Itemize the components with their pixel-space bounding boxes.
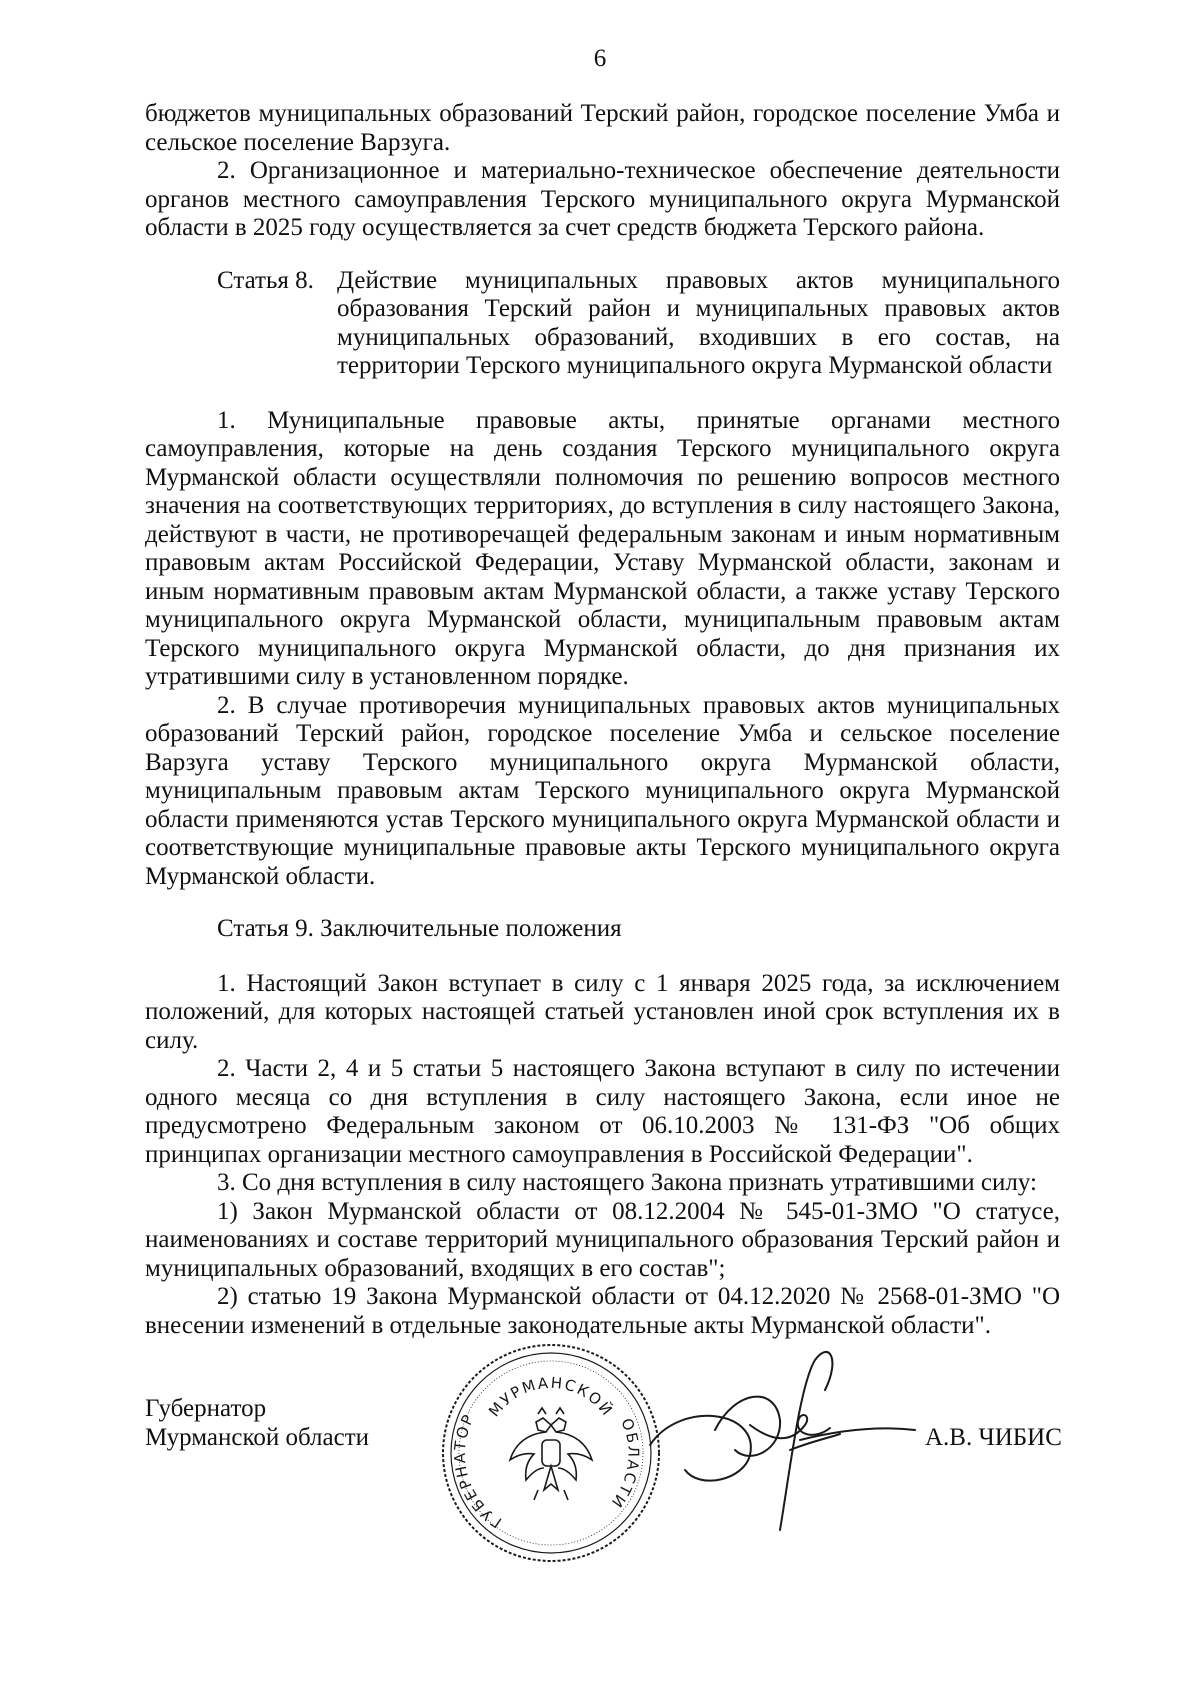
article-8-title: Действие муниципальных правовых актов муниципального образования Терский район и муниципальных правовых актов муниципальных образований, входивших в его состав, на территории Терского муниципального округа Мурманской области [337,266,1060,379]
official-seal-icon [438,1340,664,1566]
svg-text:МУРМАНСКОЙ [485,1374,618,1420]
article-8-label: Статья 8. [217,266,314,294]
seal-text-right: ОБЛАСТИ [606,1415,643,1513]
svg-text:ГУБЕРНАТОР [451,1410,505,1531]
svg-text:ОБЛАСТИ [607,1416,643,1512]
article-9-paragraph-3: 3. Со дня вступления в силу настоящего Закона признать утратившими силу: [217,1169,1037,1196]
article-9-paragraph-2: 2. Части 2, 4 и 5 статьи 5 настоящего Закона вступают в силу по истечении одного месяца со дня вступления в силу настоящего Закона, если иное не предусмотрено Федеральным законом от 06.10.2003 № 131-ФЗ "Об общих принципах организации местного самоуправления в Российской Федерации". [145,1055,1060,1168]
signature-block [0,1340,1200,1630]
article-9-subitem-1: 1) Закон Мурманской области от 08.12.2004 № 545-01-ЗМО "О статусе, наименованиях и составе территорий муниципального образования Терский район и муниципальных образований, входящих в его состав"; [145,1197,1060,1282]
article-8-paragraph-2: 2. В случае противоречия муниципальных правовых актов муниципальных образований Терский район, городское поселение Умба и сельское поселение Варзуга уставу Терского муниципального округа Мурманской области, муниципальным правовым актам Терского муниципального округа Мурманской области применяются устав Терского муниципального округа Мурманской области и соответствующие муниципальные правовые акты Терского муниципального округа Мурманской области. [145,691,1060,890]
handwritten-signature-icon [640,1330,920,1560]
article-8-heading [217,267,1060,381]
signer-position [145,1394,369,1452]
seal-text-left: ГУБЕРНАТОР [450,1410,506,1532]
signer-name: А.В. ЧИБИС [925,1424,1062,1451]
paragraph-continuation: бюджетов муниципальных образований Терский район, городское поселение Умба и сельское поселение Варзуга. [145,100,1060,156]
document-body [145,100,1060,1340]
signer-position-line2: Мурманской области [145,1424,370,1451]
article-9-heading: Статья 9. Заключительные положения [217,915,622,942]
article-8-paragraph-1: 1. Муниципальные правовые акты, принятые органами местного самоуправления, которые на день создания Терского муниципального округа Мурманской области осуществляли полномочия по решению вопросов местного значения на соответствующих территориях, до вступления в силу настоящего Закона, действуют в части, не противоречащей федеральным законам и иным нормативным правовым актам Российской Федерации, Уставу Мурманской области, законам и иным нормативным правовым актам Мурманской области, а также уставу Терского муниципального округа Мурманской области, муниципальным правовым актам Терского муниципального округа Мурманской области, до дня признания их утратившими силу в установленном порядке. [145,406,1060,690]
page-number: 6 [593,45,607,72]
paragraph-item-2: 2. Организационное и материально-техническое обеспечение деятельности органов местного самоуправления Терского муниципального округа Мурманской области в 2025 году осуществляется за счет средств бюджета Терского района. [145,157,1060,241]
signer-position-line1: Губернатор [145,1395,267,1422]
seal-text-top: МУРМАНСКОЙ [485,1373,617,1421]
article-9-subitem-2: 2) статью 19 Закона Мурманской области от 04.12.2020 № 2568-01-ЗМО "О внесении изменений в отдельные законодательные акты Мурманской области". [145,1283,1060,1339]
article-9-paragraph-1: 1. Настоящий Закон вступает в силу с 1 января 2025 года, за исключением положений, для которых настоящей статьей установлен иной срок вступления их в силу. [145,969,1060,1054]
